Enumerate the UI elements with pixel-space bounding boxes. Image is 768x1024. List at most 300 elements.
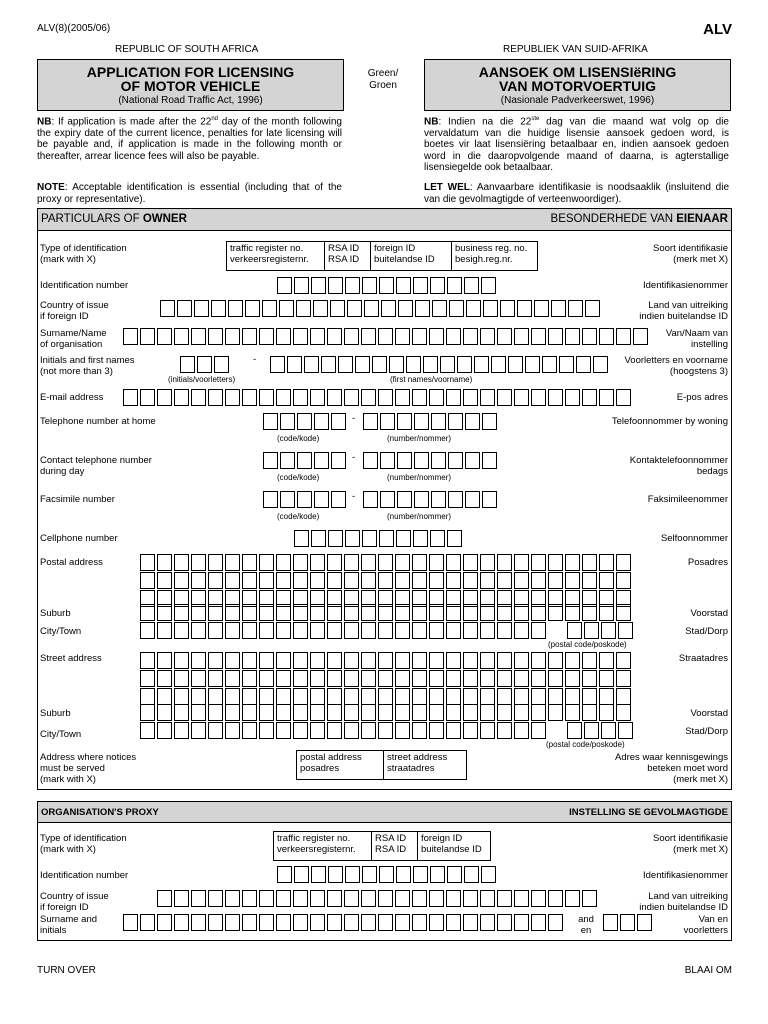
char-box[interactable]	[344, 890, 359, 907]
char-box[interactable]	[429, 914, 444, 931]
char-box[interactable]	[531, 604, 546, 621]
char-box[interactable]	[565, 652, 580, 669]
char-box[interactable]	[412, 389, 427, 406]
char-box[interactable]	[463, 722, 478, 739]
char-box[interactable]	[378, 572, 393, 589]
char-box[interactable]	[576, 356, 591, 373]
char-box[interactable]	[321, 356, 336, 373]
char-box[interactable]	[310, 389, 325, 406]
char-box[interactable]	[310, 622, 325, 639]
char-box[interactable]	[582, 652, 597, 669]
char-box[interactable]	[378, 688, 393, 705]
char-box[interactable]	[447, 277, 462, 294]
char-box[interactable]	[361, 670, 376, 687]
char-box[interactable]	[293, 389, 308, 406]
char-box[interactable]	[140, 389, 155, 406]
char-box[interactable]	[310, 572, 325, 589]
char-box[interactable]	[362, 277, 377, 294]
char-box[interactable]	[174, 604, 189, 621]
char-box[interactable]	[293, 652, 308, 669]
char-box[interactable]	[276, 670, 291, 687]
char-box[interactable]	[395, 622, 410, 639]
char-box[interactable]	[514, 389, 529, 406]
char-box[interactable]	[585, 300, 600, 317]
char-box[interactable]	[616, 704, 631, 721]
char-box[interactable]	[548, 389, 563, 406]
char-box[interactable]	[191, 890, 206, 907]
country-boxes[interactable]	[160, 300, 602, 317]
char-box[interactable]	[395, 914, 410, 931]
char-box[interactable]	[582, 389, 597, 406]
char-box[interactable]	[242, 554, 257, 571]
char-box[interactable]	[582, 890, 597, 907]
char-box[interactable]	[412, 688, 427, 705]
char-box[interactable]	[412, 704, 427, 721]
char-box[interactable]	[431, 452, 446, 469]
char-box[interactable]	[378, 890, 393, 907]
char-box[interactable]	[361, 914, 376, 931]
char-box[interactable]	[565, 572, 580, 589]
char-box[interactable]	[208, 914, 223, 931]
char-box[interactable]	[565, 604, 580, 621]
char-box[interactable]	[242, 704, 257, 721]
char-box[interactable]	[362, 866, 377, 883]
char-box[interactable]	[412, 722, 427, 739]
char-box[interactable]	[191, 554, 206, 571]
char-box[interactable]	[327, 704, 342, 721]
char-box[interactable]	[497, 604, 512, 621]
char-box[interactable]	[463, 704, 478, 721]
char-box[interactable]	[565, 704, 580, 721]
char-box[interactable]	[208, 688, 223, 705]
char-box[interactable]	[463, 652, 478, 669]
char-box[interactable]	[406, 356, 421, 373]
char-box[interactable]	[446, 604, 461, 621]
char-box[interactable]	[310, 890, 325, 907]
char-box[interactable]	[497, 652, 512, 669]
char-box[interactable]	[174, 328, 189, 345]
char-box[interactable]	[174, 688, 189, 705]
id-number-boxes[interactable]	[277, 277, 498, 294]
char-box[interactable]	[140, 328, 155, 345]
char-box[interactable]	[242, 389, 257, 406]
char-box[interactable]	[567, 622, 582, 639]
char-box[interactable]	[616, 652, 631, 669]
proxy-country-boxes[interactable]	[157, 890, 599, 907]
char-box[interactable]	[601, 722, 616, 739]
char-box[interactable]	[191, 652, 206, 669]
char-box[interactable]	[565, 389, 580, 406]
char-box[interactable]	[157, 622, 172, 639]
char-box[interactable]	[310, 704, 325, 721]
char-box[interactable]	[414, 452, 429, 469]
char-box[interactable]	[415, 300, 430, 317]
char-box[interactable]	[242, 670, 257, 687]
char-box[interactable]	[157, 389, 172, 406]
char-box[interactable]	[191, 704, 206, 721]
char-box[interactable]	[208, 328, 223, 345]
char-box[interactable]	[542, 356, 557, 373]
char-box[interactable]	[197, 356, 212, 373]
char-box[interactable]	[474, 356, 489, 373]
char-box[interactable]	[431, 491, 446, 508]
char-box[interactable]	[497, 704, 512, 721]
char-box[interactable]	[465, 491, 480, 508]
char-box[interactable]	[620, 914, 635, 931]
char-box[interactable]	[263, 413, 278, 430]
char-box[interactable]	[481, 277, 496, 294]
char-box[interactable]	[180, 356, 195, 373]
char-box[interactable]	[480, 622, 495, 639]
char-box[interactable]	[259, 604, 274, 621]
id-option-rsa-id[interactable]: RSA ID RSA ID	[325, 242, 371, 270]
char-box[interactable]	[480, 652, 495, 669]
char-box[interactable]	[446, 890, 461, 907]
char-box[interactable]	[344, 389, 359, 406]
char-box[interactable]	[429, 554, 444, 571]
char-box[interactable]	[446, 554, 461, 571]
char-box[interactable]	[157, 554, 172, 571]
char-box[interactable]	[214, 356, 229, 373]
char-box[interactable]	[463, 890, 478, 907]
char-box[interactable]	[327, 722, 342, 739]
char-box[interactable]	[531, 389, 546, 406]
char-box[interactable]	[327, 389, 342, 406]
char-box[interactable]	[548, 670, 563, 687]
postal-code-boxes[interactable]	[567, 622, 635, 639]
char-box[interactable]	[446, 572, 461, 589]
char-box[interactable]	[174, 914, 189, 931]
proxy-id-option-traffic-register[interactable]: traffic register no. verkeersregisternr.	[274, 832, 372, 860]
char-box[interactable]	[637, 914, 652, 931]
char-box[interactable]	[429, 389, 444, 406]
char-box[interactable]	[263, 491, 278, 508]
char-box[interactable]	[497, 572, 512, 589]
char-box[interactable]	[344, 652, 359, 669]
char-box[interactable]	[397, 452, 412, 469]
char-box[interactable]	[379, 277, 394, 294]
char-box[interactable]	[378, 389, 393, 406]
char-box[interactable]	[225, 914, 240, 931]
char-box[interactable]	[330, 300, 345, 317]
char-box[interactable]	[463, 604, 478, 621]
char-box[interactable]	[191, 389, 206, 406]
char-box[interactable]	[208, 622, 223, 639]
char-box[interactable]	[378, 328, 393, 345]
char-box[interactable]	[208, 389, 223, 406]
char-box[interactable]	[276, 704, 291, 721]
char-box[interactable]	[331, 413, 346, 430]
char-box[interactable]	[123, 389, 138, 406]
char-box[interactable]	[327, 652, 342, 669]
char-box[interactable]	[616, 688, 631, 705]
char-box[interactable]	[310, 670, 325, 687]
proxy-surname-boxes[interactable]	[123, 914, 565, 931]
char-box[interactable]	[140, 688, 155, 705]
char-box[interactable]	[345, 530, 360, 547]
char-box[interactable]	[389, 356, 404, 373]
char-box[interactable]	[381, 300, 396, 317]
char-box[interactable]	[568, 300, 583, 317]
char-box[interactable]	[412, 670, 427, 687]
char-box[interactable]	[276, 389, 291, 406]
char-box[interactable]	[618, 622, 633, 639]
char-box[interactable]	[225, 328, 240, 345]
char-box[interactable]	[395, 554, 410, 571]
char-box[interactable]	[242, 572, 257, 589]
char-box[interactable]	[447, 530, 462, 547]
char-box[interactable]	[157, 572, 172, 589]
char-box[interactable]	[565, 688, 580, 705]
char-box[interactable]	[140, 704, 155, 721]
char-box[interactable]	[361, 722, 376, 739]
char-box[interactable]	[347, 300, 362, 317]
char-box[interactable]	[174, 572, 189, 589]
fax-number-boxes[interactable]	[363, 491, 499, 508]
char-box[interactable]	[447, 866, 462, 883]
char-box[interactable]	[361, 554, 376, 571]
char-box[interactable]	[157, 914, 172, 931]
char-box[interactable]	[363, 491, 378, 508]
char-box[interactable]	[480, 328, 495, 345]
char-box[interactable]	[174, 670, 189, 687]
char-box[interactable]	[174, 890, 189, 907]
char-box[interactable]	[344, 688, 359, 705]
char-box[interactable]	[567, 722, 582, 739]
street-line-1[interactable]	[140, 652, 633, 669]
char-box[interactable]	[338, 356, 353, 373]
char-box[interactable]	[514, 328, 529, 345]
surname-boxes[interactable]	[123, 328, 650, 345]
char-box[interactable]	[465, 413, 480, 430]
char-box[interactable]	[140, 604, 155, 621]
char-box[interactable]	[225, 704, 240, 721]
char-box[interactable]	[293, 572, 308, 589]
char-box[interactable]	[413, 866, 428, 883]
char-box[interactable]	[345, 277, 360, 294]
char-box[interactable]	[225, 652, 240, 669]
char-box[interactable]	[482, 413, 497, 430]
char-box[interactable]	[311, 277, 326, 294]
char-box[interactable]	[565, 328, 580, 345]
char-box[interactable]	[395, 704, 410, 721]
char-box[interactable]	[191, 622, 206, 639]
char-box[interactable]	[616, 389, 631, 406]
char-box[interactable]	[497, 722, 512, 739]
char-box[interactable]	[361, 328, 376, 345]
char-box[interactable]	[480, 704, 495, 721]
char-box[interactable]	[140, 622, 155, 639]
char-box[interactable]	[429, 622, 444, 639]
char-box[interactable]	[378, 670, 393, 687]
char-box[interactable]	[414, 413, 429, 430]
char-box[interactable]	[616, 554, 631, 571]
char-box[interactable]	[293, 704, 308, 721]
char-box[interactable]	[378, 554, 393, 571]
char-box[interactable]	[344, 670, 359, 687]
char-box[interactable]	[157, 722, 172, 739]
char-box[interactable]	[397, 491, 412, 508]
char-box[interactable]	[140, 554, 155, 571]
char-box[interactable]	[429, 328, 444, 345]
char-box[interactable]	[395, 688, 410, 705]
char-box[interactable]	[361, 604, 376, 621]
char-box[interactable]	[429, 688, 444, 705]
tel-home-code-boxes[interactable]	[263, 413, 348, 430]
char-box[interactable]	[245, 300, 260, 317]
char-box[interactable]	[259, 554, 274, 571]
id-option-foreign-id[interactable]: foreign ID buitelandse ID	[371, 242, 452, 270]
char-box[interactable]	[208, 670, 223, 687]
char-box[interactable]	[225, 389, 240, 406]
char-box[interactable]	[491, 356, 506, 373]
char-box[interactable]	[297, 491, 312, 508]
proxy-id-option-foreign-id[interactable]: foreign ID buitelandse ID	[421, 833, 482, 855]
char-box[interactable]	[395, 328, 410, 345]
char-box[interactable]	[514, 688, 529, 705]
char-box[interactable]	[565, 554, 580, 571]
char-box[interactable]	[344, 704, 359, 721]
char-box[interactable]	[497, 688, 512, 705]
char-box[interactable]	[448, 491, 463, 508]
char-box[interactable]	[276, 328, 291, 345]
char-box[interactable]	[482, 452, 497, 469]
postal-line-2[interactable]	[140, 572, 633, 589]
char-box[interactable]	[276, 890, 291, 907]
char-box[interactable]	[277, 277, 292, 294]
char-box[interactable]	[344, 622, 359, 639]
char-box[interactable]	[276, 554, 291, 571]
char-box[interactable]	[412, 652, 427, 669]
char-box[interactable]	[327, 914, 342, 931]
char-box[interactable]	[294, 277, 309, 294]
char-box[interactable]	[599, 604, 614, 621]
char-box[interactable]	[327, 554, 342, 571]
char-box[interactable]	[480, 914, 495, 931]
char-box[interactable]	[480, 890, 495, 907]
char-box[interactable]	[429, 604, 444, 621]
char-box[interactable]	[463, 670, 478, 687]
char-box[interactable]	[565, 670, 580, 687]
char-box[interactable]	[395, 652, 410, 669]
char-box[interactable]	[582, 688, 597, 705]
char-box[interactable]	[310, 328, 325, 345]
char-box[interactable]	[599, 389, 614, 406]
char-box[interactable]	[140, 670, 155, 687]
char-box[interactable]	[362, 530, 377, 547]
char-box[interactable]	[398, 300, 413, 317]
char-box[interactable]	[480, 688, 495, 705]
char-box[interactable]	[225, 572, 240, 589]
char-box[interactable]	[310, 914, 325, 931]
char-box[interactable]	[280, 413, 295, 430]
char-box[interactable]	[293, 604, 308, 621]
char-box[interactable]	[582, 554, 597, 571]
char-box[interactable]	[464, 277, 479, 294]
char-box[interactable]	[174, 389, 189, 406]
char-box[interactable]	[174, 554, 189, 571]
char-box[interactable]	[363, 413, 378, 430]
char-box[interactable]	[531, 914, 546, 931]
char-box[interactable]	[446, 722, 461, 739]
char-box[interactable]	[497, 389, 512, 406]
char-box[interactable]	[304, 356, 319, 373]
char-box[interactable]	[228, 300, 243, 317]
contact-number-boxes[interactable]	[363, 452, 499, 469]
char-box[interactable]	[430, 530, 445, 547]
char-box[interactable]	[174, 622, 189, 639]
char-box[interactable]	[429, 670, 444, 687]
char-box[interactable]	[380, 452, 395, 469]
char-box[interactable]	[429, 722, 444, 739]
char-box[interactable]	[174, 704, 189, 721]
char-box[interactable]	[345, 866, 360, 883]
char-box[interactable]	[480, 670, 495, 687]
char-box[interactable]	[457, 356, 472, 373]
char-box[interactable]	[514, 572, 529, 589]
char-box[interactable]	[548, 914, 563, 931]
char-box[interactable]	[429, 652, 444, 669]
char-box[interactable]	[414, 491, 429, 508]
char-box[interactable]	[599, 652, 614, 669]
char-box[interactable]	[327, 622, 342, 639]
char-box[interactable]	[378, 652, 393, 669]
char-box[interactable]	[463, 554, 478, 571]
char-box[interactable]	[157, 890, 172, 907]
proxy-initials-boxes[interactable]	[603, 914, 654, 931]
char-box[interactable]	[448, 452, 463, 469]
char-box[interactable]	[534, 300, 549, 317]
char-box[interactable]	[191, 670, 206, 687]
char-box[interactable]	[327, 890, 342, 907]
char-box[interactable]	[242, 688, 257, 705]
char-box[interactable]	[466, 300, 481, 317]
char-box[interactable]	[279, 300, 294, 317]
char-box[interactable]	[225, 890, 240, 907]
char-box[interactable]	[314, 413, 329, 430]
char-box[interactable]	[517, 300, 532, 317]
char-box[interactable]	[446, 389, 461, 406]
char-box[interactable]	[531, 890, 546, 907]
char-box[interactable]	[531, 670, 546, 687]
char-box[interactable]	[584, 722, 599, 739]
char-box[interactable]	[327, 572, 342, 589]
char-box[interactable]	[361, 688, 376, 705]
char-box[interactable]	[514, 704, 529, 721]
char-box[interactable]	[480, 604, 495, 621]
char-box[interactable]	[446, 704, 461, 721]
char-box[interactable]	[497, 328, 512, 345]
char-box[interactable]	[464, 866, 479, 883]
char-box[interactable]	[395, 572, 410, 589]
char-box[interactable]	[293, 722, 308, 739]
char-box[interactable]	[361, 652, 376, 669]
char-box[interactable]	[327, 670, 342, 687]
char-box[interactable]	[531, 652, 546, 669]
char-box[interactable]	[123, 328, 138, 345]
char-box[interactable]	[140, 914, 155, 931]
char-box[interactable]	[276, 604, 291, 621]
char-box[interactable]	[429, 704, 444, 721]
char-box[interactable]	[208, 722, 223, 739]
char-box[interactable]	[395, 722, 410, 739]
char-box[interactable]	[208, 572, 223, 589]
char-box[interactable]	[480, 389, 495, 406]
char-box[interactable]	[378, 722, 393, 739]
char-box[interactable]	[497, 914, 512, 931]
char-box[interactable]	[599, 670, 614, 687]
char-box[interactable]	[194, 300, 209, 317]
